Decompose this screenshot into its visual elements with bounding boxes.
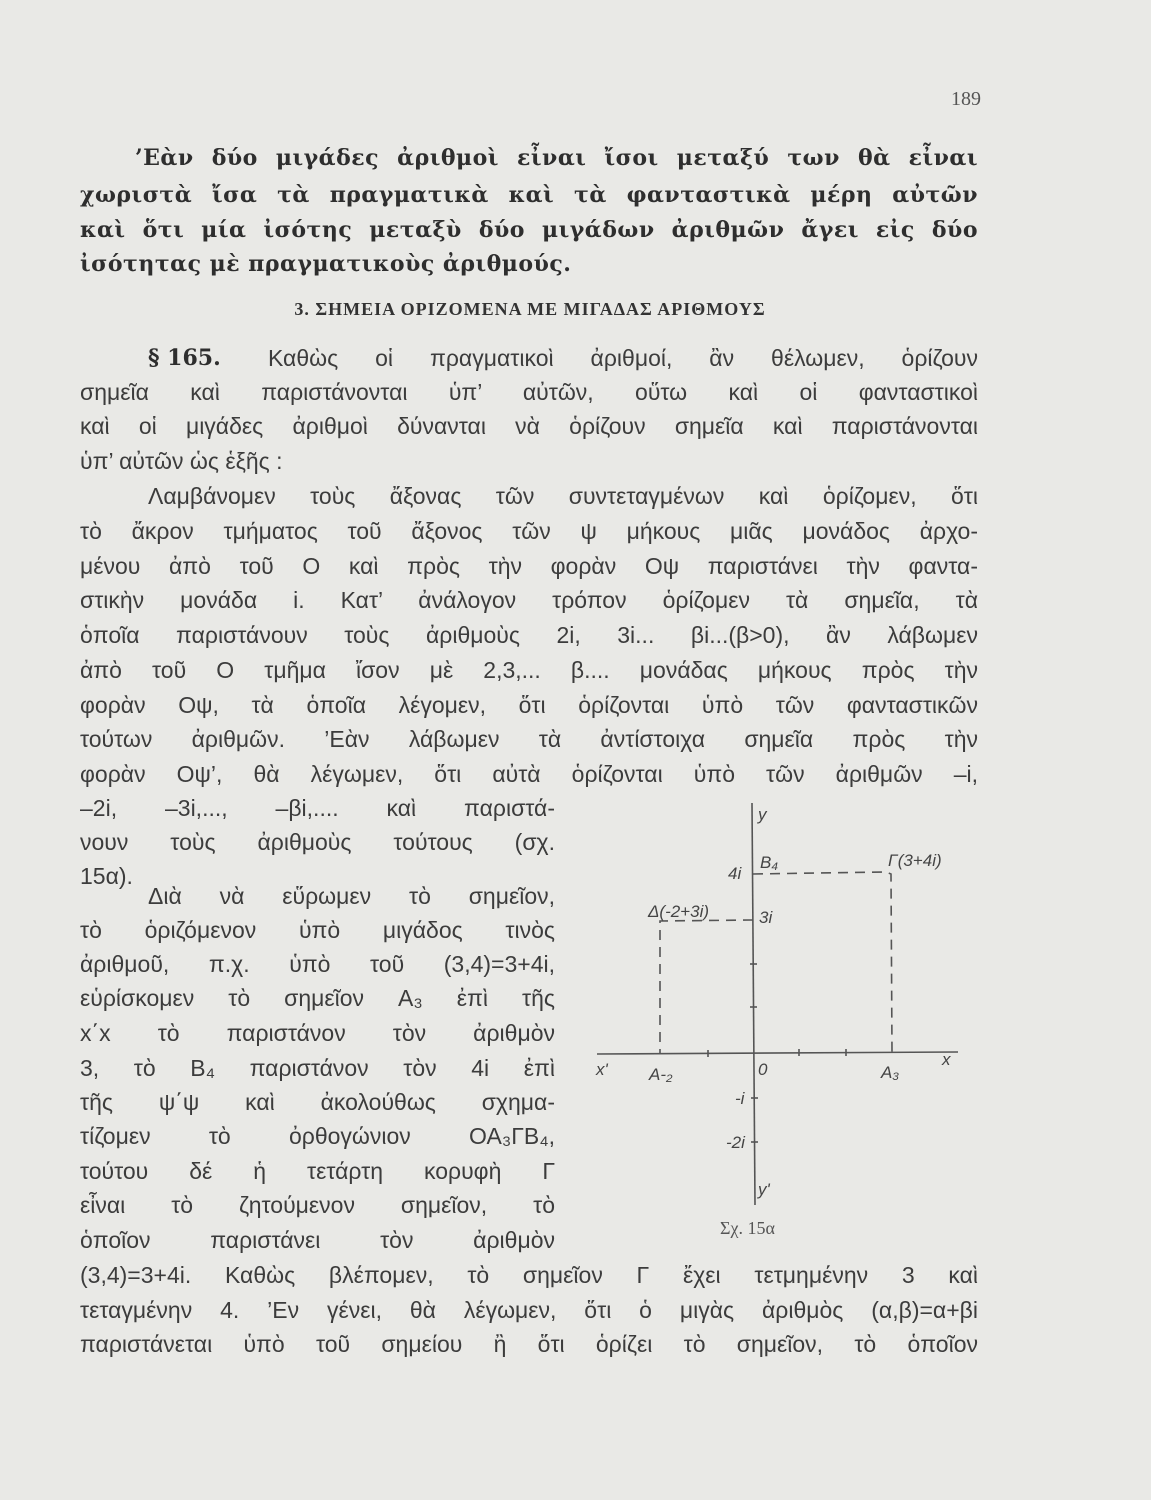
paragraph3-line: τὸ ἄκρον τμήματος τοῦ ἄξονος τῶν ψ μήκους μιᾶς μονάδος ἀρχο- bbox=[80, 518, 978, 544]
paragraph4-line: τίζομεν τὸ ὀρθογώνιον ΟΑ₃ΓΒ₄, bbox=[80, 1123, 555, 1149]
label-x-prime: x' bbox=[596, 1060, 608, 1079]
paragraph3-line: Λαμβάνομεν τοὺς ἄξονας τῶν συντεταγμένων καὶ ὁρίζομεν, ὅτι bbox=[148, 483, 978, 509]
label-origin: 0 bbox=[758, 1060, 768, 1079]
gamma-dashed-rect bbox=[753, 872, 892, 1052]
section-heading: 3. ΣΗΜΕΙΑ ΟΡΙΖΟΜΕΝΑ ΜΕ ΜΙΓΑΔΑΣ ΑΡΙΘΜΟΥΣ bbox=[294, 299, 766, 319]
paragraph3-line: φορὰν Οψ, τὰ ὁποῖα λέγομεν, ὅτι ὁρίζονται ὑπὸ τῶν φανταστικῶν bbox=[80, 692, 978, 718]
label-gamma: Γ(3+4i) bbox=[888, 851, 942, 870]
paragraph4-line: εὑρίσκομεν τὸ σημεῖον A₃ ἐπὶ τῆς bbox=[80, 985, 555, 1011]
paragraph3-line: –2i, –3i,..., –βi,.... καὶ παριστά- bbox=[80, 795, 555, 821]
paragraph3-line: νουν τοὺς ἀριθμοὺς τούτους (σχ. bbox=[80, 829, 555, 855]
paragraph4-line: εἶναι τὸ ζητούμενον σημεῖον, τὸ bbox=[80, 1192, 555, 1218]
paragraph2-line: καὶ οἱ μιγάδες ἀριθμοὶ δύνανται νὰ ὁρίζουν σημεῖα καὶ παριστάνονται bbox=[80, 413, 978, 439]
label-A3: A₃ bbox=[881, 1063, 900, 1082]
paragraph3-line: τούτων ἀριθμῶν. ’Εὰν λάβωμεν τὰ ἀντίστοιχα σημεῖα πρὸς τὴν bbox=[80, 726, 978, 752]
figure-caption: Σχ. 15α bbox=[720, 1218, 775, 1238]
paragraph4-line: Διὰ νὰ εὕρωμεν τὸ σημεῖον, bbox=[148, 883, 555, 909]
paragraph3-line: μένου ἀπὸ τοῦ Ο καὶ πρὸς τὴν φορὰν Οψ παριστάνει τὴν φαντα- bbox=[80, 553, 978, 579]
label-minus-i: -i bbox=[735, 1089, 745, 1108]
label-y: y bbox=[758, 805, 767, 824]
paragraph4-line: ἀριθμοῦ, π.χ. ὑπὸ τοῦ (3,4)=3+4i, bbox=[80, 951, 555, 977]
section-number: § 165. bbox=[148, 345, 221, 371]
paragraph1-line: καὶ ὅτι μία ἰσότης μεταξὺ δύο μιγάδων ἀριθμῶν ἄγει εἰς δύο bbox=[80, 217, 978, 243]
paragraph4-line: x΄x τὸ παριστάνον τὸν ἀριθμὸν bbox=[80, 1020, 555, 1046]
paragraph4-line: τῆς ψ΄ψ καὶ ἀκολούθως σχημα- bbox=[80, 1089, 555, 1115]
label-minus-2i: -2i bbox=[726, 1133, 745, 1152]
paragraph4-line: τούτου δέ ἡ τετάρτη κορυφὴ Γ bbox=[80, 1158, 555, 1184]
paragraph4-line: τὸ ὁριζόμενον ὑπὸ μιγάδος τινὸς bbox=[80, 917, 555, 943]
paragraph4-line: 3, τὸ B₄ παριστάνον τὸν 4i ἐπὶ bbox=[80, 1055, 555, 1081]
paragraph4-line: παριστάνεται ὑπὸ τοῦ σημείου ἢ ὅτι ὁρίζει τὸ σημεῖον, τὸ ὁποῖον bbox=[80, 1331, 978, 1357]
paragraph4-line: ὁποῖον παριστάνει τὸν ἀριθμὸν bbox=[80, 1227, 555, 1253]
x-axis bbox=[597, 1052, 958, 1054]
paragraph1-line: ’Εὰν δύο μιγάδες ἀριθμοὶ εἶναι ἴσοι μεταξύ των θὰ εἶναι bbox=[135, 145, 978, 171]
paragraph4-line: (3,4)=3+4i. Καθὼς βλέπομεν, τὸ σημεῖον Γ ἔχει τετμημένην 3 καὶ bbox=[80, 1262, 978, 1288]
label-x: x bbox=[942, 1050, 951, 1069]
label-B4: B₄ bbox=[760, 853, 779, 872]
paragraph3-line: 15α). bbox=[80, 863, 133, 889]
paragraph2-line: σημεῖα καὶ παριστάνονται ὑπ’ αὐτῶν, οὕτω καὶ οἱ φανταστικοὶ bbox=[80, 379, 978, 405]
paragraph4-line: τεταγμένην 4. ’Εν γένει, θὰ λέγωμεν, ὅτι ὁ μιγὰς ἀριθμὸς (α,β)=α+βi bbox=[80, 1297, 978, 1323]
label-3i: 3i bbox=[759, 908, 773, 927]
label-delta: Δ(-2+3i) bbox=[648, 902, 710, 921]
paragraph1-line: χωριστὰ ἴσα τὰ πραγματικὰ καὶ τὰ φανταστικὰ μέρη αὐτῶν bbox=[80, 182, 978, 208]
y-axis bbox=[752, 803, 755, 1205]
delta-dashed-rect bbox=[660, 920, 753, 1053]
label-y-prime: y' bbox=[758, 1180, 770, 1199]
paragraph3-line: ἀπὸ τοῦ Ο τμῆμα ἴσον μὲ 2,3,... β.... μονάδας μήκους πρὸς τὴν bbox=[80, 657, 978, 683]
label-A-minus-2: A-₂ bbox=[649, 1065, 673, 1084]
label-4i: 4i bbox=[728, 864, 742, 883]
paragraph2-line: ὑπ’ αὐτῶν ὡς ἑξῆς : bbox=[80, 448, 283, 474]
paragraph3-line: στικὴν μονάδα i. Κατ’ ἀνάλογον τρόπον ὁρίζομεν τὰ σημεῖα, τὰ bbox=[80, 587, 978, 613]
paragraph1-line: ἰσότητας μὲ πραγματικοὺς ἀριθμούς. bbox=[80, 251, 572, 277]
paragraph2-line: Καθὼς οἱ πραγματικοὶ ἀριθμοί, ἂν θέλωμεν, ὁρίζουν bbox=[268, 345, 978, 371]
paragraph3-line: ὁποῖα παριστάνουν τοὺς ἀριθμοὺς 2i, 3i... βi...(β>0), ἂν λάβωμεν bbox=[80, 622, 978, 648]
page-number: 189 bbox=[951, 88, 981, 110]
paragraph3-line: φορὰν Οψ’, θὰ λέγωμεν, ὅτι αὐτὰ ὁρίζονται ὑπὸ τῶν ἀριθμῶν –i, bbox=[80, 761, 978, 787]
